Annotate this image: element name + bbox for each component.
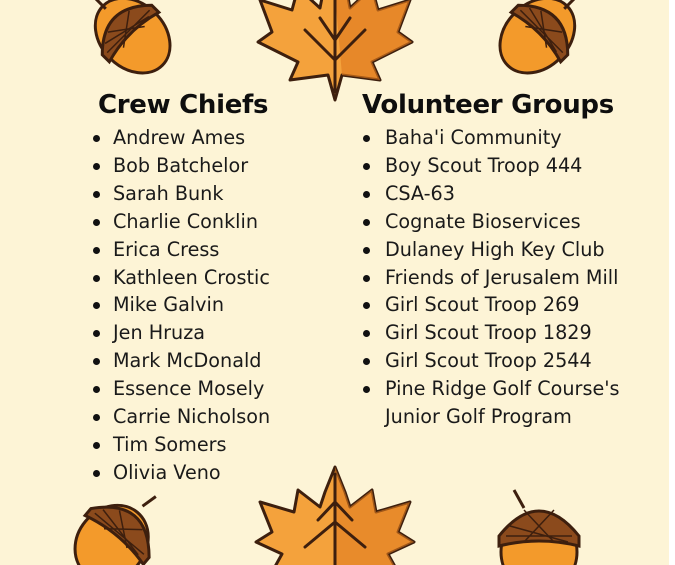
list-item: Erica Cress: [90, 236, 320, 264]
page-edge: [669, 0, 675, 565]
list-item: Bob Batchelor: [90, 152, 320, 180]
list-item: Tim Somers: [90, 431, 320, 459]
list-item-continuation: Junior Golf Program: [385, 405, 572, 429]
list-item: Andrew Ames: [90, 124, 320, 152]
acorn-icon: [484, 480, 594, 565]
list-item: Pine Ridge Golf Course's: [360, 375, 660, 403]
list-item: Essence Mosely: [90, 375, 320, 403]
crew-chiefs-section: [90, 88, 320, 487]
list-item: Sarah Bunk: [90, 180, 320, 208]
list-item: Girl Scout Troop 2544: [360, 347, 660, 375]
list-item: Cognate Bioservices: [360, 208, 660, 236]
crew-chiefs-heading: Crew Chiefs: [98, 90, 269, 120]
list-item: Baha'i Community: [360, 124, 660, 152]
list-item: Kathleen Crostic: [90, 264, 320, 292]
list-item: Carrie Nicholson: [90, 403, 320, 431]
list-item: Friends of Jerusalem Mill: [360, 264, 660, 292]
acorn-icon: [488, 0, 598, 80]
volunteer-groups-section: [360, 88, 660, 431]
list-item: Dulaney High Key Club: [360, 236, 660, 264]
list-item: Boy Scout Troop 444: [360, 152, 660, 180]
acorn-icon: [72, 0, 182, 80]
list-item: Olivia Veno: [90, 459, 320, 487]
list-item: Girl Scout Troop 1829: [360, 319, 660, 347]
volunteer-groups-list: [360, 124, 660, 403]
acorn-icon: [60, 478, 180, 565]
list-item: Girl Scout Troop 269: [360, 291, 660, 319]
list-item: Jen Hruza: [90, 319, 320, 347]
list-item: CSA-63: [360, 180, 660, 208]
volunteer-groups-heading: Volunteer Groups: [362, 90, 614, 120]
list-item: Mark McDonald: [90, 347, 320, 375]
crew-chiefs-list: [90, 124, 320, 487]
list-item: Charlie Conklin: [90, 208, 320, 236]
list-item: Mike Galvin: [90, 291, 320, 319]
